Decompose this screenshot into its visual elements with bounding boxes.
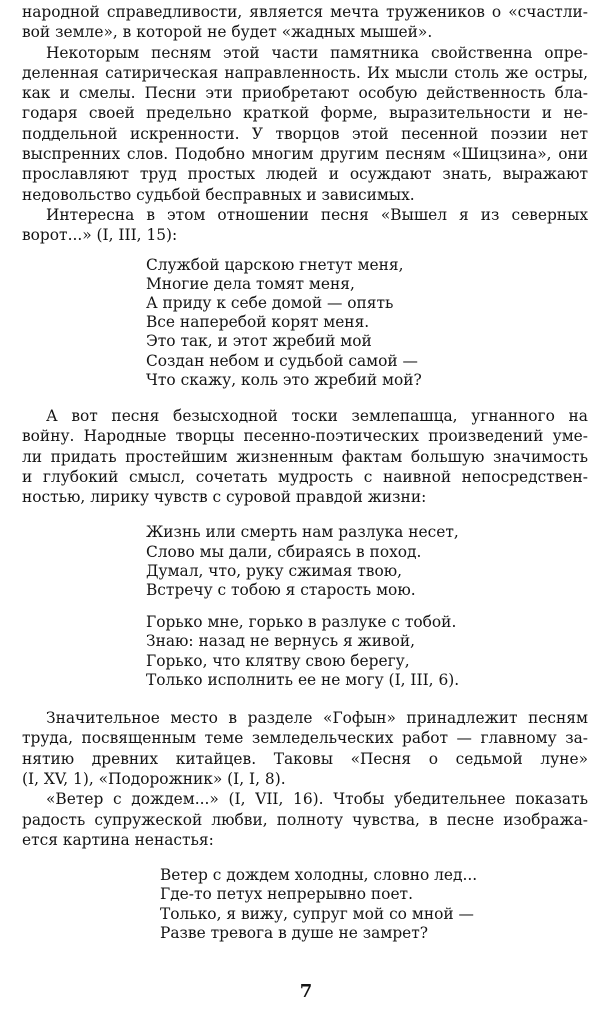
text-line: выспренних слов. Подобно многим другим песням «Шицзина», они (22, 145, 588, 164)
paragraph-intro (22, 0, 588, 43)
paragraph-north-gate (22, 205, 588, 246)
text-line: прославляют труд простых людей и осуждают знать, выражают (22, 165, 588, 184)
text-line: радость супружеской любви, полноту чувства, в песне изобража- (22, 810, 588, 829)
text-line: Интересна в этом отношении песня «Вышел я из северных (46, 205, 588, 224)
poem-line: Только, я вижу, супруг мой со мной — (160, 904, 474, 923)
text-line: войну. Народные творцы песенно-поэтических произведений уме- (22, 427, 588, 446)
poem-line: Знаю: назад не вернусь я живой, (146, 632, 416, 651)
poem-line: Многие дела томят меня, (146, 274, 355, 293)
paragraph-labor-songs (22, 708, 588, 789)
page-number: 7 (299, 981, 313, 1002)
text-line: годаря своей предельно краткой форме, выразительности и не- (22, 104, 588, 123)
text-line: народной справедливости, является мечта тружеников о «счастли- (22, 3, 588, 21)
stanza-break (146, 600, 588, 613)
poem-north-gate (146, 256, 588, 390)
paragraph-satire (22, 43, 588, 205)
text-line: поддельной искренности. У творцов этой песенной поэзии нет (22, 124, 588, 143)
text-line: деленная сатирическая направленность. Их мысли столь же остры, (22, 63, 588, 82)
poem-line: Жизнь или смерть нам разлука несет, (146, 523, 459, 542)
poem-line: Горько мне, горько в разлуке с тобой. (146, 613, 457, 632)
paragraph-ploughman (22, 406, 588, 507)
text-line: ли придать простейшим жизненным фактам большую значимость (22, 447, 588, 466)
text-line: ворот...» (I, III, 15): (22, 226, 178, 245)
text-line: Значительное место в разделе «Гофын» принадлежит песням (46, 709, 588, 728)
text-line: (I, XV, 1), «Подорожник» (I, I, 8). (22, 769, 286, 788)
poem-line: Встречу с тобою я старость мою. (146, 581, 416, 600)
text-line: нятию древних китайцев. Таковы «Песня о седьмой луне» (22, 749, 588, 768)
text-line: ется картина ненастья: (22, 830, 214, 849)
poem-line: Службой царскою гнетут меня, (146, 255, 404, 274)
text-line: как и смелы. Песни эти приобретают особую действенность бла- (22, 84, 588, 103)
poem-parting (146, 523, 588, 690)
paragraph-wind-rain (22, 789, 588, 850)
poem-line: Горько, что клятву свою берегу, (146, 651, 410, 670)
text-line: «Ветер с дождем...» (I, VII, 16). Чтобы убедительнее показать (46, 790, 588, 809)
text-line: ностью, лирику чувств с суровой правдой жизни: (22, 488, 427, 507)
text-line: и глубокий смысл, сочетать мудрость с наивной непосредствен- (22, 467, 588, 486)
text-line: труда, посвященным теме земледельческих работ — главному за- (22, 729, 588, 748)
text-line: недовольство судьбой бесправных и зависимых. (22, 185, 415, 204)
text-line: Некоторым песням этой части памятника свойственна опре- (46, 43, 588, 62)
poem-line: Думал, что, руку сжимая твою, (146, 561, 403, 580)
poem-line: Слово мы дали, сбираясь в поход. (146, 542, 422, 561)
text-line: А вот песня безысходной тоски землепашца, угнанного на (46, 406, 588, 425)
poem-line: Ветер с дождем холодны, словно лед... (160, 866, 478, 885)
poem-line: Где-то петух непрерывно поет. (160, 885, 413, 904)
poem-line: Это так, и этот жребий мой (146, 332, 372, 351)
poem-wind-rain (160, 866, 588, 943)
poem-line: Что скажу, коль это жребий мой? (146, 370, 422, 389)
text-line: вой земле», в которой не будет «жадных мышей». (22, 23, 433, 42)
poem-line: Разве тревога в душе не замрет? (160, 923, 429, 942)
poem-line: Создан небом и судьбой самой — (146, 351, 418, 370)
poem-line: А приду к себе домой — опять (146, 293, 394, 312)
poem-line: Только исполнить ее не могу (I, III, 6). (146, 670, 460, 689)
poem-line: Все наперебой корят меня. (146, 313, 370, 332)
